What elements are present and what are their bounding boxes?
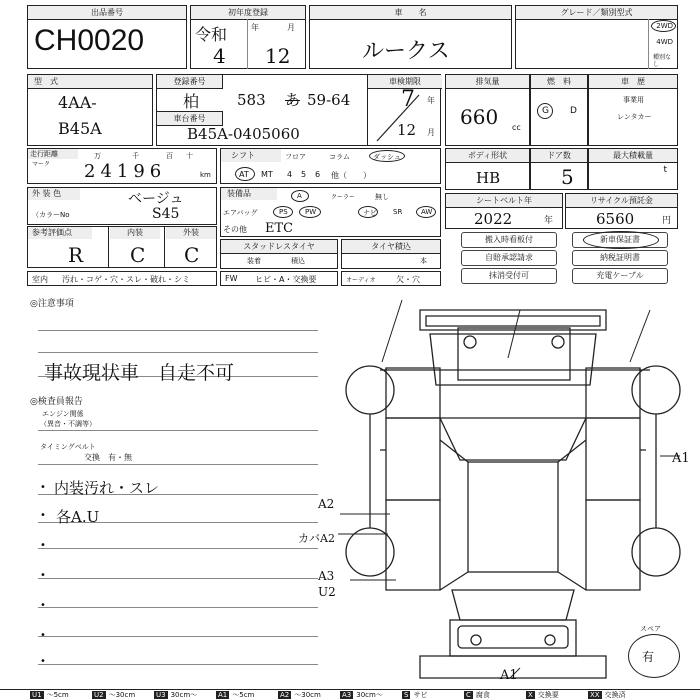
- equip-ps-circle: [273, 206, 293, 218]
- legend-item: [216, 690, 254, 700]
- recycle-value: 6560: [596, 210, 635, 228]
- legend-key: U1: [32, 691, 42, 699]
- displacement-unit: cc: [512, 123, 521, 132]
- inspector-line-2: 各A.U: [56, 508, 100, 526]
- shift-dash: ダッシュ: [373, 153, 401, 161]
- audio-label: オーディオ: [346, 277, 376, 284]
- tire-load-box: [341, 239, 441, 269]
- legend-key: A3: [342, 691, 352, 699]
- inspection-label: 車検期限: [368, 75, 442, 89]
- month-label: 月: [287, 23, 295, 32]
- equip-pw: PW: [305, 208, 317, 216]
- seatbelt-box: [445, 193, 563, 229]
- audio-items: 欠・穴: [396, 275, 420, 284]
- equip-aw: AW: [421, 208, 433, 216]
- mark-a2: A2: [318, 497, 335, 511]
- doors-label: ドア数: [531, 149, 587, 163]
- seatbelt-label: シートベルト年: [446, 194, 562, 208]
- first-registration-box: [190, 5, 306, 69]
- displacement-label: 排気量: [446, 75, 529, 89]
- mileage-box: [27, 148, 217, 184]
- history-rental: レンタカー: [617, 113, 652, 121]
- mileage-label: 走行距離: [28, 149, 78, 159]
- mark-kaba-a2: カバA2: [298, 532, 335, 545]
- first-reg-month: 12: [265, 44, 291, 68]
- legend-item: [526, 690, 559, 700]
- mark-a3: A3: [318, 569, 335, 583]
- drive-4wd: 4WD: [656, 38, 673, 46]
- fw-label: FW: [225, 274, 238, 283]
- shift-at-circle: [235, 167, 255, 181]
- shift-other: 他（ ）: [331, 171, 371, 180]
- legend-value: 30cm～: [170, 691, 198, 699]
- doc-signboard: 搬入時看板付: [461, 232, 557, 248]
- inspection-month: 12: [397, 121, 417, 139]
- displacement-box: [445, 74, 530, 146]
- studless-label: スタッドレスタイヤ: [221, 240, 337, 254]
- chassis-value: B45A-0405060: [187, 125, 300, 143]
- doors-box: [530, 148, 588, 190]
- inspector-line-1: 内装汚れ・スレ: [54, 479, 160, 497]
- engine-sub: （異音・不調等）: [40, 420, 96, 428]
- equip-pw-circle: [299, 206, 321, 218]
- legend-key: X: [528, 691, 533, 699]
- room-box: [27, 271, 217, 286]
- equip-other-value: ETC: [265, 221, 294, 236]
- interior-grade: C: [130, 243, 146, 267]
- mileage-scale-ju: 十: [186, 152, 193, 160]
- recycle-unit: 円: [662, 216, 672, 226]
- fuel-label: 燃 料: [531, 75, 587, 89]
- drive-2wd-circle: [651, 20, 676, 32]
- legend-item: [340, 690, 383, 700]
- grades-box: [27, 226, 217, 268]
- exterior-grade: C: [184, 243, 200, 267]
- era-value: 令和: [195, 25, 228, 44]
- capacity-box: [588, 148, 678, 190]
- legend-value: 交換要: [537, 691, 559, 699]
- shift-box: [220, 148, 441, 184]
- reg-num1: 583: [237, 91, 266, 109]
- fuel-box: [530, 74, 588, 146]
- mileage-scale-hyaku: 百: [166, 152, 173, 160]
- legend-item: [278, 690, 321, 700]
- legend-value: ～5cm: [46, 691, 69, 699]
- drive-2wd: 2WD: [656, 22, 673, 30]
- exterior-color-name: ベージュ: [128, 191, 184, 207]
- seatbelt-unit: 年: [544, 216, 554, 226]
- legend-value: 腐食: [475, 691, 490, 699]
- legend-item: [154, 690, 197, 700]
- exterior-color-box: [27, 187, 217, 225]
- mileage-scale-sen: 千: [132, 152, 139, 160]
- legend-item: [92, 690, 135, 700]
- grade-score-label: 参考評価点: [28, 227, 92, 239]
- legend-key: A2: [280, 691, 290, 699]
- drive-other: 種別なし: [653, 54, 672, 68]
- equipment-label: 装備品: [221, 188, 277, 200]
- notes-text: 事故現状車 自走不可: [44, 362, 235, 384]
- grade-label: グレード／類別型式: [516, 6, 677, 20]
- equipment-box: [220, 187, 441, 237]
- mark-u2: U2: [318, 585, 336, 599]
- equip-other-label: その他: [223, 225, 247, 234]
- exterior-color-code: S45: [152, 206, 180, 222]
- inspection-year-label: 年: [427, 96, 435, 105]
- equip-a-circle: [291, 190, 309, 202]
- studless-box: [220, 239, 338, 269]
- registration-box: [156, 74, 441, 146]
- equip-navi: ナビ: [363, 209, 377, 217]
- spare-value: 有: [642, 650, 655, 664]
- equip-aw-circle: [416, 206, 436, 218]
- reg-num2: 59-64: [307, 91, 351, 109]
- legend-item: [588, 690, 626, 700]
- engine-label: エンジン関係: [42, 410, 84, 418]
- room-label: 室内: [32, 275, 48, 284]
- legend-value: ～30cm: [108, 691, 136, 699]
- recycle-box: [565, 193, 678, 229]
- first-registration-label: 初年度登録: [191, 6, 305, 20]
- capacity-unit: t: [663, 165, 667, 175]
- model-code-1: 4AA-: [58, 93, 97, 112]
- legend-item: [464, 690, 490, 700]
- exterior-color-sub: （カラーNo: [32, 211, 70, 219]
- car-name-value: ルークス: [362, 39, 450, 64]
- fuel-g: G: [542, 106, 549, 116]
- body-type-box: [445, 148, 530, 190]
- legend-item: [402, 690, 427, 700]
- body-type-label: ボディ形状: [446, 149, 529, 163]
- inspection-month-label: 月: [427, 128, 435, 137]
- lot-number-label: 出品番号: [28, 6, 186, 20]
- legend-key: U2: [94, 691, 104, 699]
- shift-floor: フロア: [285, 153, 306, 161]
- fuel-d: D: [570, 106, 577, 116]
- legend-value: サビ: [413, 691, 428, 699]
- chassis-label: 車台番号: [157, 111, 223, 126]
- tire-load-unit: 本: [420, 257, 427, 265]
- history-commercial: 事業用: [623, 96, 644, 104]
- tire-load-label: タイヤ積込: [342, 240, 440, 254]
- mileage-value: 24196: [84, 161, 167, 182]
- model-code-2: B45A: [58, 119, 102, 138]
- doc-tax: 納税証明書: [572, 250, 668, 266]
- equip-a: A: [297, 192, 302, 200]
- legend-key: A1: [218, 691, 228, 699]
- first-reg-year: 4: [213, 44, 226, 68]
- studless-loaded: 積込: [291, 257, 305, 265]
- history-label: 車 歴: [589, 75, 677, 89]
- equip-none: 無し: [375, 193, 389, 201]
- shift-label: シフト: [221, 149, 281, 162]
- belt-sub: 交換 有・無: [84, 453, 132, 462]
- belt-label: タイミングベルト: [40, 443, 96, 451]
- model-type-label: 型 式: [28, 75, 152, 89]
- equip-sr: SR: [393, 208, 403, 216]
- doc-warranty-circle: [583, 231, 659, 249]
- mileage-mark-label: マーク: [32, 161, 51, 168]
- doc-charge-cable: 充電ケーブル: [572, 268, 668, 284]
- legend-key: S: [404, 691, 409, 699]
- grade-box: [515, 5, 678, 69]
- inspection-year: 7: [401, 87, 415, 112]
- inspection-slash-mark: [369, 89, 441, 145]
- studless-fitted: 装着: [247, 257, 261, 265]
- audio-box: [341, 271, 441, 286]
- lot-number-box: [27, 5, 187, 69]
- legend-value: ～30cm: [294, 691, 321, 699]
- legend-key: C: [466, 691, 471, 699]
- shift-dash-circle: [369, 150, 405, 162]
- recycle-label: リサイクル預託金: [566, 194, 677, 208]
- seatbelt-value: 2022: [474, 210, 513, 228]
- fw-box: [220, 271, 338, 286]
- mark-a1-right: A1: [672, 451, 690, 466]
- equip-cooler: クーラー: [331, 194, 356, 201]
- inspector-label: ◎検査員報告: [30, 397, 83, 407]
- reg-place: 柏: [183, 92, 200, 111]
- reg-kana: あ: [285, 91, 301, 109]
- shift-mt: MT: [261, 170, 273, 179]
- notes-label: ◎注意事項: [30, 299, 74, 309]
- car-name-box: [309, 5, 512, 69]
- legend-key: XX: [590, 691, 600, 699]
- reg-number-label: 登録番号: [157, 75, 223, 89]
- doc-insurance: 自賠承認請求: [461, 250, 557, 266]
- equip-airbag: エアバッグ: [223, 209, 258, 217]
- displacement-value: 660: [460, 105, 499, 129]
- shift-gear-4: 4: [287, 170, 293, 179]
- spare-label: スペア: [640, 625, 661, 633]
- mileage-scale-man: 万: [94, 152, 101, 160]
- model-type-box: [27, 74, 153, 146]
- exterior-grade-label: 外装: [166, 227, 216, 239]
- interior-grade-label: 内装: [110, 227, 160, 239]
- shift-gear-6: 6: [315, 170, 321, 179]
- equip-navi-circle: [358, 206, 378, 218]
- legend-value: 交換済: [604, 691, 626, 699]
- equip-ps: PS: [279, 208, 288, 216]
- damage-legend: [0, 689, 700, 700]
- legend-value: 30cm～: [356, 691, 383, 699]
- history-box: [588, 74, 678, 146]
- room-items: 汚れ・コゲ・穴・スレ・破れ・シミ: [62, 275, 190, 284]
- legend-value: ～5cm: [232, 691, 255, 699]
- shift-at: AT: [239, 170, 249, 179]
- capacity-label: 最大積載量: [589, 149, 677, 163]
- shift-column: コラム: [329, 153, 350, 161]
- year-label: 年: [251, 23, 259, 32]
- car-name-label: 車 名: [310, 6, 511, 20]
- body-type-value: HB: [476, 169, 501, 187]
- fw-items: ヒビ・A・交換要: [255, 275, 317, 284]
- legend-key: U3: [156, 691, 166, 699]
- fuel-g-circle: [537, 103, 553, 119]
- legend-item: [30, 690, 69, 700]
- total-grade: R: [68, 243, 84, 267]
- mileage-unit: km: [200, 171, 211, 179]
- doc-cancel: 抹消受付可: [461, 268, 557, 284]
- mark-a1-bottom: A1: [500, 668, 518, 683]
- lot-number-value: CH0020: [34, 24, 145, 57]
- shift-gear-5: 5: [301, 170, 307, 179]
- doors-value: 5: [561, 165, 574, 189]
- exterior-color-label: 外 装 色: [28, 188, 80, 200]
- doc-warranty: 新車保証書: [572, 232, 668, 248]
